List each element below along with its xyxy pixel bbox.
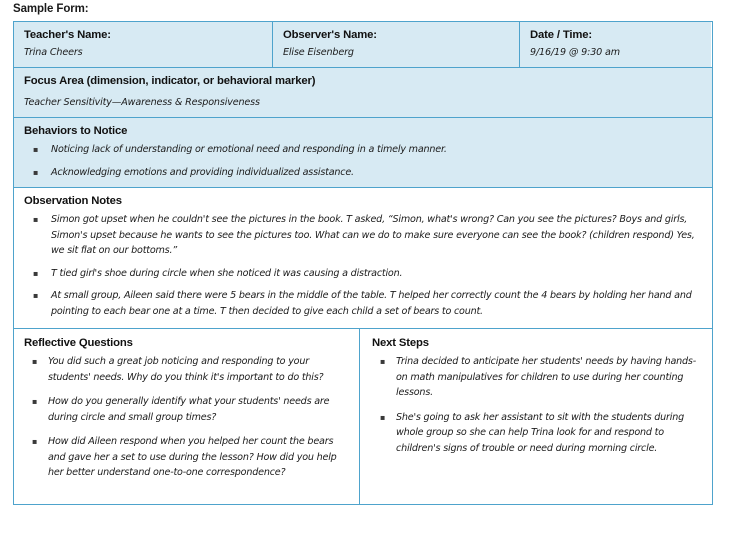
- focus-area-row: [14, 68, 712, 118]
- observation-notes-list: [24, 212, 704, 319]
- list-item-text: T tied girl's shoe during circle when she noticed it was causing a distraction.: [51, 267, 403, 279]
- list-item: [24, 394, 349, 425]
- next-steps-cell[interactable]: [360, 329, 710, 504]
- observation-notes-cell[interactable]: [14, 188, 712, 328]
- list-item-text: Acknowledging emotions and providing individualized assistance.: [51, 166, 354, 178]
- list-item: [24, 165, 704, 181]
- observation-form-table: [13, 21, 713, 505]
- bullet-icon: ▪: [380, 357, 386, 366]
- bullet-icon: ▪: [33, 268, 39, 278]
- list-item-text: You did such a great job noticing and responding to your students' needs. Why do you think it's important to do this?: [48, 356, 324, 383]
- focus-area-cell[interactable]: [14, 68, 712, 117]
- next-steps-label: Next Steps: [372, 337, 429, 349]
- list-item-text: Simon got upset when he couldn't see the pictures in the book. T asked, “Simon, what's wrong? Can you see the pictures? Boys and girls, Simon's upset because he wants to see the pictures too. What can we do to make sure everyone can see the book? (children respond) Yes, we sit flat on our bottoms.”: [51, 214, 695, 256]
- bullet-icon: ▪: [33, 145, 39, 154]
- observation-notes-label: Observation Notes: [24, 195, 122, 207]
- observation-notes-row: [14, 188, 712, 329]
- list-item: [24, 354, 349, 385]
- focus-area-label: Focus Area (dimension, indicator, or behavioral marker): [24, 75, 316, 87]
- list-item: [24, 266, 704, 282]
- behaviors-to-notice-label: Behaviors to Notice: [24, 125, 128, 137]
- list-item-text: Trina decided to anticipate her students' needs by having hands-on math manipulatives for children to use during her counting lessons.: [396, 356, 696, 398]
- reflective-questions-label: Reflective Questions: [24, 337, 133, 349]
- bullet-icon: ▪: [32, 437, 38, 446]
- page-title: Sample Form:: [13, 3, 89, 15]
- behaviors-to-notice-cell[interactable]: [14, 118, 712, 187]
- teacher-name-label: Teacher's Name:: [24, 29, 111, 41]
- bullet-icon: ▪: [33, 215, 39, 224]
- reflection-next-steps-row: [14, 329, 712, 504]
- list-item-text: How did Aileen respond when you helped her count the bears and gave her a set to use during the lesson? How did you help her better understand one-to-one correspondence?: [48, 436, 337, 478]
- form-header-row: [14, 22, 712, 68]
- list-item-text: At small group, Aileen said there were 5 bears in the middle of the table. T helped her correctly count the 4 bears by holding her hand and pointing to each bear one at a time. T then decided to give each child a set of bears to count.: [51, 290, 692, 317]
- behaviors-to-notice-row: [14, 118, 712, 188]
- teacher-name-cell[interactable]: [14, 22, 273, 67]
- list-item: [372, 410, 700, 457]
- behaviors-to-notice-list: [24, 142, 704, 180]
- observer-name-cell[interactable]: [273, 22, 520, 67]
- bullet-icon: ▪: [32, 397, 38, 406]
- reflective-questions-list: [24, 354, 349, 481]
- bullet-icon: ▪: [380, 412, 386, 422]
- date-time-cell[interactable]: [520, 22, 711, 67]
- list-item: [24, 212, 704, 259]
- teacher-name-value: Trina Cheers: [24, 47, 83, 58]
- focus-area-value: Teacher Sensitivity—Awareness & Responsiveness: [24, 97, 260, 108]
- bullet-icon: ▪: [33, 167, 39, 177]
- observer-name-label: Observer's Name:: [283, 29, 377, 41]
- list-item-text: She's going to ask her assistant to sit with the students during whole group so she can help Trina look for and respond to children's signs of trouble or need during morning circle.: [396, 411, 685, 454]
- date-time-label: Date / Time:: [530, 29, 593, 41]
- list-item-text: How do you generally identify what your students' needs are during circle and small group times?: [48, 396, 330, 423]
- observer-name-value: Elise Eisenberg: [283, 47, 354, 58]
- reflective-questions-cell[interactable]: [14, 329, 360, 504]
- list-item: [24, 142, 704, 158]
- list-item: [372, 354, 700, 401]
- bullet-icon: ▪: [33, 291, 39, 300]
- next-steps-list: [372, 354, 700, 456]
- list-item-text: Noticing lack of understanding or emotional need and responding in a timely manner.: [51, 144, 447, 155]
- list-item: [24, 434, 349, 481]
- list-item: [24, 288, 704, 319]
- date-time-value: 9/16/19 @ 9:30 am: [530, 47, 620, 58]
- bullet-icon: ▪: [32, 357, 38, 366]
